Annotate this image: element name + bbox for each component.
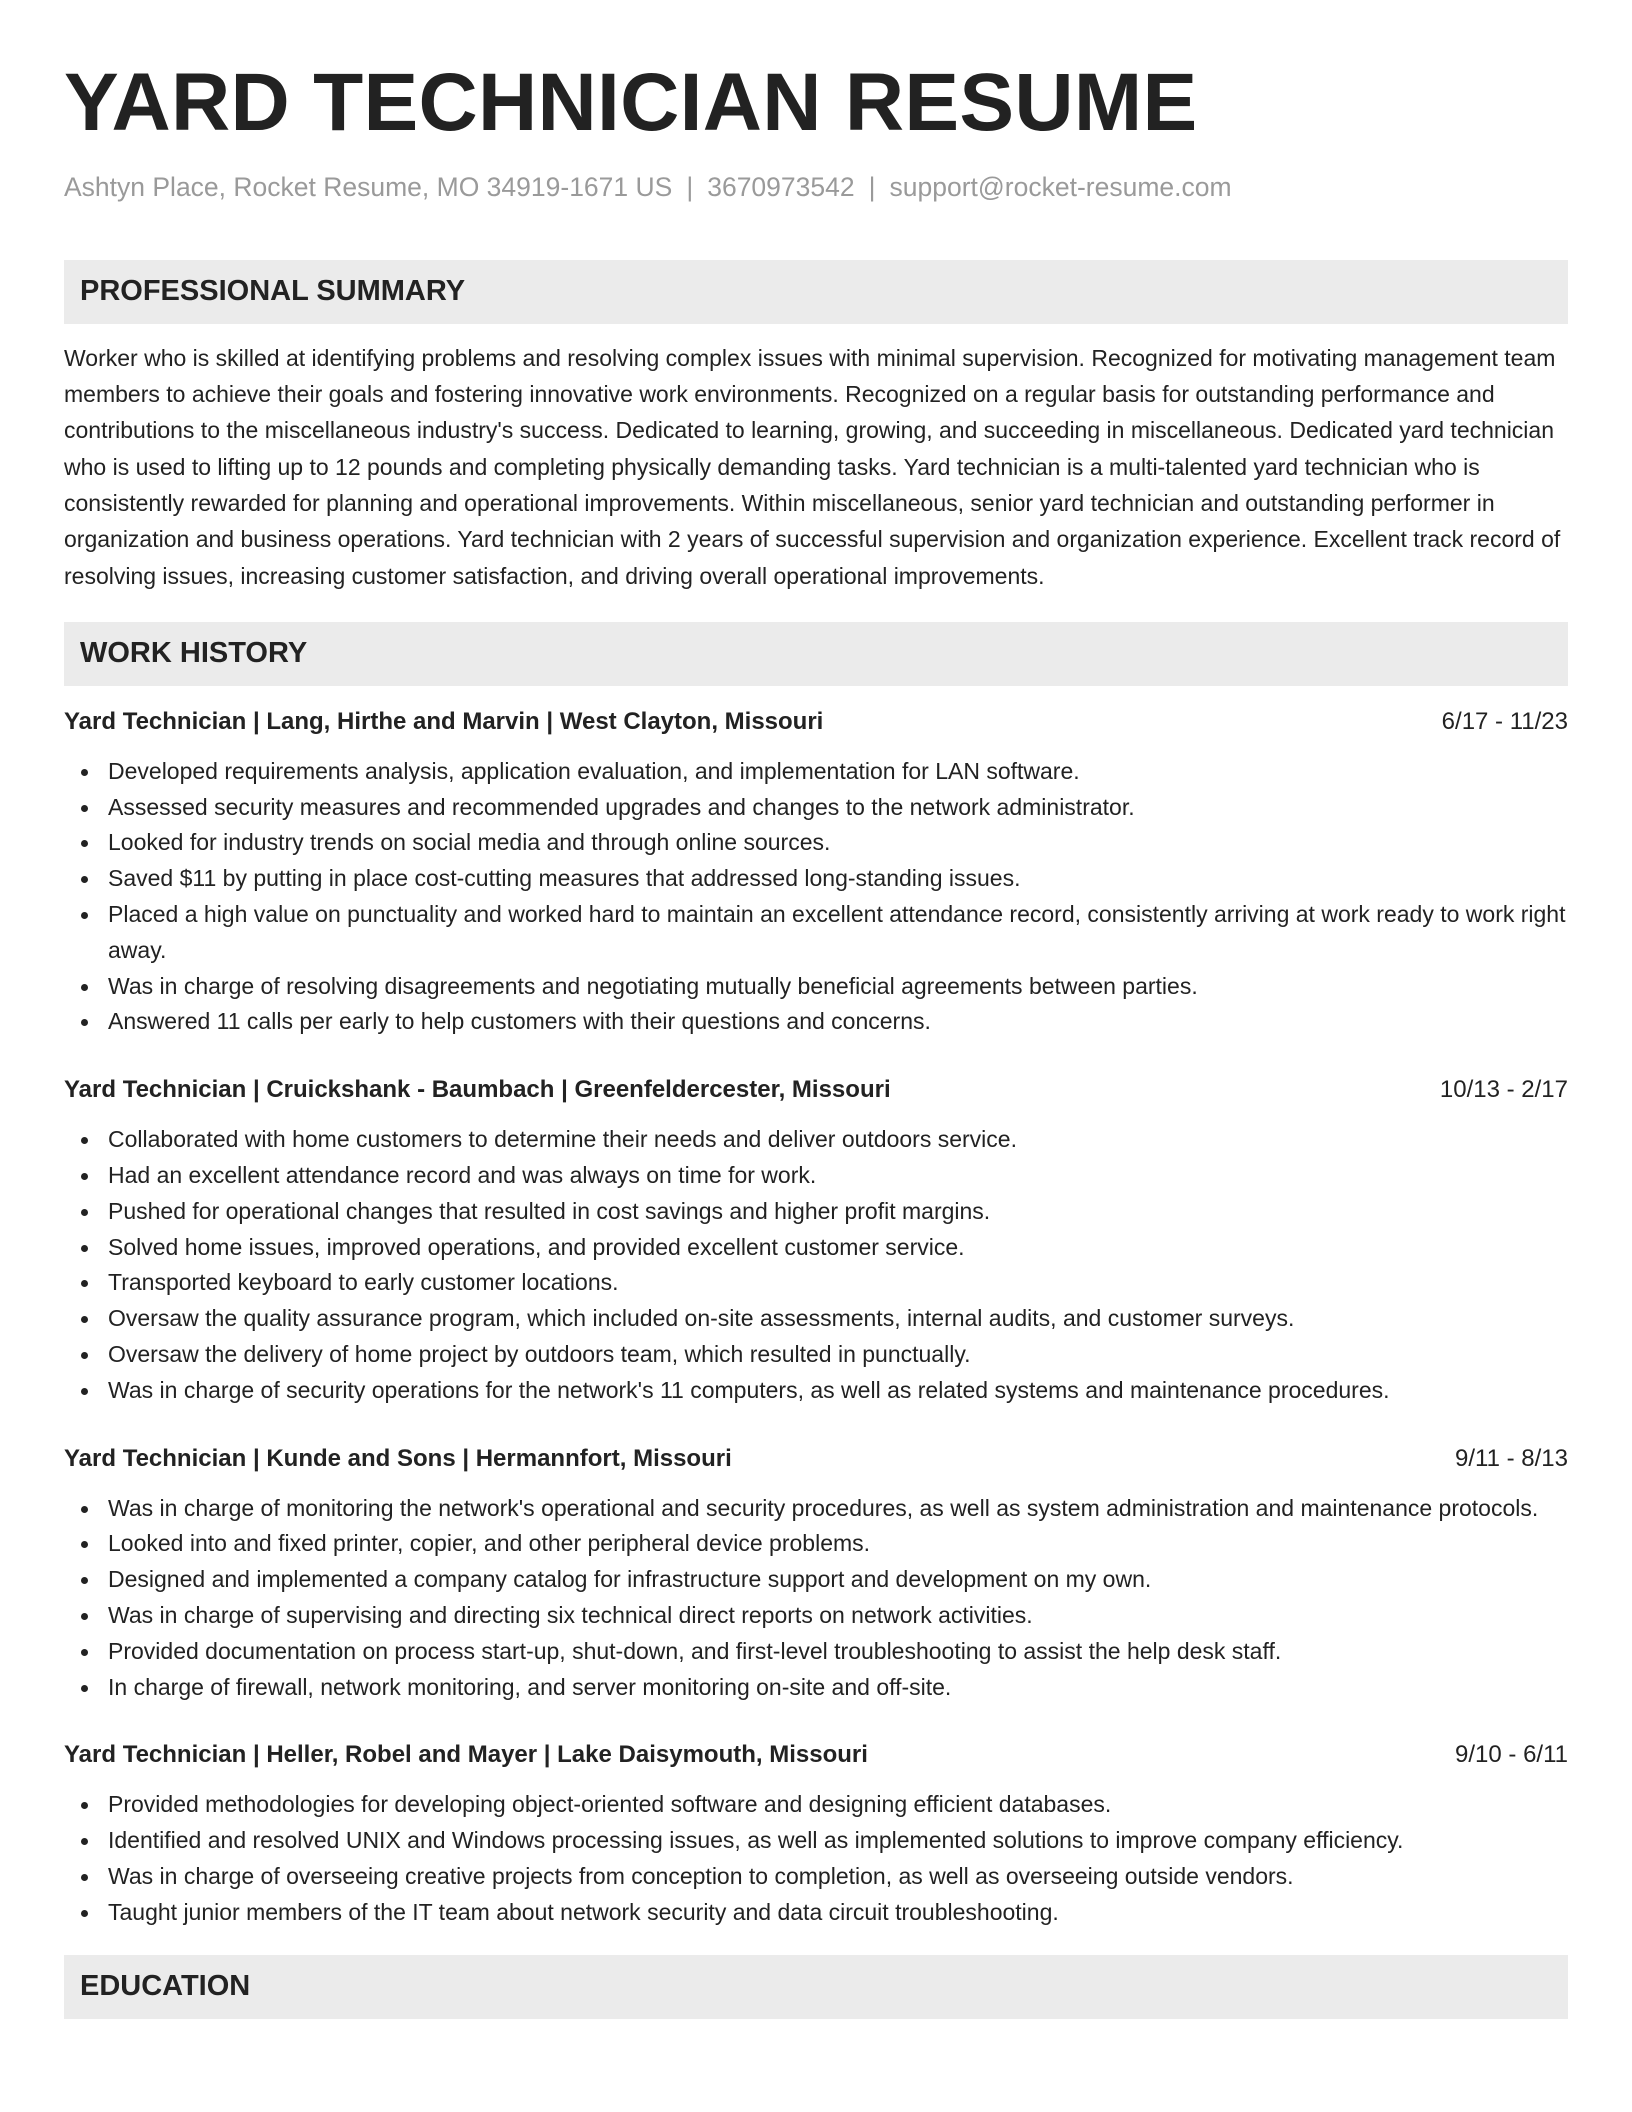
job-entry — [64, 704, 1568, 1040]
job-bullet: Designed and implemented a company catalog for infrastructure support and development on my own. — [64, 1562, 1568, 1598]
job-bullet: Taught junior members of the IT team about network security and data circuit troubleshooting. — [64, 1895, 1568, 1931]
job-bullet: Solved home issues, improved operations, and provided excellent customer service. — [64, 1230, 1568, 1266]
job-bullet: Oversaw the quality assurance program, which included on-site assessments, internal audits, and customer surveys. — [64, 1301, 1568, 1337]
job-bullet: Was in charge of supervising and directing six technical direct reports on network activities. — [64, 1598, 1568, 1634]
job-dates: 9/10 - 6/11 — [1455, 1741, 1568, 1769]
job-bullet: Was in charge of monitoring the network's operational and security procedures, as well as system administration and maintenance protocols. — [64, 1491, 1568, 1527]
job-bullet: Was in charge of security operations for the network's 11 computers, as well as related systems and maintenance procedures. — [64, 1373, 1568, 1409]
job-bullet: Transported keyboard to early customer locations. — [64, 1265, 1568, 1301]
job-bullet: Oversaw the delivery of home project by outdoors team, which resulted in punctually. — [64, 1337, 1568, 1373]
job-bullet: Collaborated with home customers to determine their needs and deliver outdoors service. — [64, 1122, 1568, 1158]
contact-separator: | — [686, 172, 694, 202]
job-bullet: In charge of firewall, network monitoring, and server monitoring on-site and off-site. — [64, 1670, 1568, 1706]
job-bullet: Looked for industry trends on social media and through online sources. — [64, 825, 1568, 861]
job-bullet: Identified and resolved UNIX and Windows processing issues, as well as implemented solutions to improve company efficiency. — [64, 1823, 1568, 1859]
section-heading-work-history: WORK HISTORY — [64, 622, 1568, 686]
job-bullet: Developed requirements analysis, application evaluation, and implementation for LAN software. — [64, 754, 1568, 790]
job-header — [64, 1072, 1568, 1108]
job-bullet: Provided documentation on process start-up, shut-down, and first-level troubleshooting to assist the help desk staff. — [64, 1634, 1568, 1670]
job-entry — [64, 1441, 1568, 1706]
job-dates: 10/13 - 2/17 — [1439, 1076, 1568, 1104]
work-history-list — [64, 704, 1568, 1931]
job-bullet-list — [64, 754, 1568, 1040]
resume-title: YARD TECHNICIAN RESUME — [64, 57, 1198, 148]
contact-separator: | — [868, 172, 876, 202]
job-bullet: Assessed security measures and recommended upgrades and changes to the network administrator. — [64, 790, 1568, 826]
job-bullet: Saved $11 by putting in place cost-cutting measures that addressed long-standing issues. — [64, 861, 1568, 897]
contact-phone: 3670973542 — [707, 172, 855, 202]
job-dates: 6/17 - 11/23 — [1441, 707, 1568, 735]
job-bullet-list — [64, 1787, 1568, 1930]
job-bullet: Was in charge of overseeing creative projects from conception to completion, as well as overseeing outside vendors. — [64, 1859, 1568, 1895]
job-bullet: Provided methodologies for developing object-oriented software and designing efficient databases. — [64, 1787, 1568, 1823]
job-header — [64, 1441, 1568, 1477]
job-title: Yard Technician | Cruickshank - Baumbach | Greenfeldercester, Missouri — [64, 1076, 891, 1104]
job-bullet: Placed a high value on punctuality and worked hard to maintain an excellent attendance record, consistently arriving at work ready to work right away. — [64, 897, 1568, 969]
contact-line — [64, 172, 1568, 204]
contact-email: support@rocket-resume.com — [889, 172, 1232, 202]
job-header — [64, 1737, 1568, 1773]
job-bullet: Looked into and fixed printer, copier, and other peripheral device problems. — [64, 1526, 1568, 1562]
job-bullet: Had an excellent attendance record and was always on time for work. — [64, 1158, 1568, 1194]
section-heading-professional-summary: PROFESSIONAL SUMMARY — [64, 260, 1568, 324]
contact-address: Ashtyn Place, Rocket Resume, MO 34919-1671 US — [64, 172, 673, 202]
job-dates: 9/11 - 8/13 — [1455, 1444, 1568, 1472]
job-title: Yard Technician | Kunde and Sons | Hermannfort, Missouri — [64, 1444, 732, 1472]
job-entry — [64, 1737, 1568, 1930]
job-bullet-list — [64, 1491, 1568, 1706]
job-bullet: Pushed for operational changes that resulted in cost savings and higher profit margins. — [64, 1194, 1568, 1230]
professional-summary-text: Worker who is skilled at identifying problems and resolving complex issues with minimal supervision. Recognized for motivating management team members to achieve their goals and fostering innovative work environments. Recognized on a regular basis for outstanding performance and contributions to the miscellaneous industry's success. Dedicated to learning, growing, and succeeding in miscellaneous. Dedicated yard technician who is used to lifting up to 12 pounds and completing physically demanding tasks. Yard technician is a multi-talented yard technician who is consistently rewarded for planning and operational improvements. Within miscellaneous, senior yard technician and outstanding performer in organization and business operations. Yard technician with 2 years of successful supervision and organization experience. Excellent track record of resolving issues, increasing customer satisfaction, and driving overall operational improvements. — [64, 344, 1561, 589]
section-heading-education: EDUCATION — [64, 1955, 1568, 2019]
job-entry — [64, 1072, 1568, 1408]
job-header — [64, 704, 1568, 740]
job-bullet: Answered 11 calls per early to help customers with their questions and concerns. — [64, 1004, 1568, 1040]
job-title: Yard Technician | Heller, Robel and Mayer | Lake Daisymouth, Missouri — [64, 1741, 868, 1769]
job-bullet: Was in charge of resolving disagreements and negotiating mutually beneficial agreements between parties. — [64, 969, 1568, 1005]
job-bullet-list — [64, 1122, 1568, 1408]
job-title: Yard Technician | Lang, Hirthe and Marvin | West Clayton, Missouri — [64, 707, 824, 735]
